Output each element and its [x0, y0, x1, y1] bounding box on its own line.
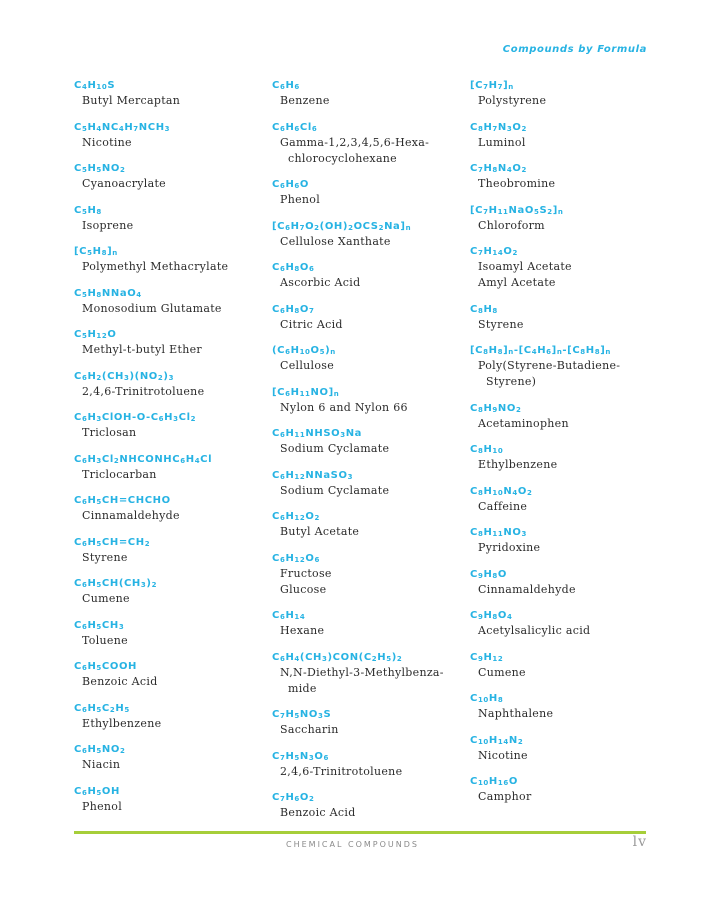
- compound-formula: $C_6H_3Cl_2NHCONHC_6H_4Cl$: [74, 453, 213, 465]
- page-number: lv: [632, 834, 647, 850]
- compound-entry: [470, 204, 660, 246]
- compound-entry: [272, 651, 462, 709]
- compound-formula: $C_6H_2(CH_3)(NO_2)_3$: [74, 370, 175, 382]
- compound-formula: $C_8H_{10}N_4O_2$: [470, 485, 533, 497]
- compound-name: Cinnamaldehyde: [82, 509, 180, 522]
- compound-name: Isoprene: [82, 218, 134, 232]
- compound-formula: $C_6H_{14}$: [272, 610, 306, 621]
- compound-entry: [74, 743, 264, 785]
- compound-name: mide: [288, 681, 317, 695]
- compound-formula: $C_6H_{12}NNaSO_3$: [272, 469, 354, 481]
- compound-entry: [74, 204, 264, 246]
- compound-name: Poly(Styrene-Butadiene-: [478, 359, 621, 372]
- compound-entry: [272, 427, 462, 469]
- compound-formula: $C_7H_8N_4O_2$: [470, 163, 527, 174]
- compound-name: Saccharin: [280, 723, 339, 736]
- compound-formula: $C_7H_{14}O_2$: [470, 246, 518, 257]
- compound-name: Hexane: [280, 624, 325, 637]
- compound-formula: $C_5H_8$: [74, 204, 102, 216]
- compound-entry: [470, 79, 660, 121]
- compound-name: Nicotine: [478, 748, 528, 762]
- compound-name: Cumene: [478, 665, 526, 679]
- compound-name: Triclocarban: [82, 467, 157, 481]
- compound-name: Toluene: [82, 633, 128, 647]
- compound-name: Theobromine: [478, 177, 556, 190]
- compound-entry: [272, 750, 462, 792]
- compound-formula: $C_5H_5NO_2$: [74, 163, 126, 174]
- compound-name: Methyl-t-butyl Ether: [82, 343, 202, 356]
- compound-formula: $C_6H_5NO_2$: [74, 744, 126, 755]
- compound-entry: [470, 402, 660, 444]
- compound-formula: $C_7H_5NO_3S$: [272, 709, 332, 720]
- compound-formula: $[C_7H_{11}NaO_5S_2]_n$: [470, 204, 564, 216]
- compound-name: Triclosan: [82, 426, 137, 439]
- compound-name: 2,4,6-Trinitrotoluene: [82, 384, 205, 398]
- compound-name: Amyl Acetate: [478, 276, 556, 289]
- compound-name: Citric Acid: [280, 317, 343, 331]
- compound-formula: $C_{10}H_{14}N_2$: [470, 734, 524, 746]
- compound-entry: [470, 121, 660, 163]
- compound-entry: [470, 485, 660, 527]
- compound-name: Niacin: [82, 758, 121, 771]
- compound-formula: $[C_6H_7O_2(OH)_2OCS_2Na]_n$: [272, 220, 412, 232]
- compound-formula: $C_6H_6O$: [272, 179, 310, 190]
- compound-entry: [74, 494, 264, 536]
- compound-entry: [74, 453, 264, 495]
- compound-name: 2,4,6-Trinitrotoluene: [280, 764, 403, 778]
- compound-formula: $C_6H_6Cl_6$: [272, 121, 318, 133]
- compound-formula: $[C_8H_8]_n-[C_4H_6]_n-[C_8H_8]_n$: [470, 345, 612, 356]
- compound-formula: $C_6H_4(CH_3)CON(C_2H_5)_2$: [272, 651, 403, 663]
- compound-formula: $C_6H_5CH_3$: [74, 619, 125, 631]
- compound-entry: [74, 660, 264, 702]
- compound-entry: [470, 344, 660, 402]
- compound-name: Pyridoxine: [478, 541, 541, 554]
- compound-entry: [272, 79, 462, 121]
- compound-entry: [74, 79, 264, 121]
- compound-name: Phenol: [82, 799, 123, 813]
- compound-entry: [74, 162, 264, 204]
- compound-name: Chloroform: [478, 218, 545, 232]
- compound-formula: $C_7H_6O_2$: [272, 792, 315, 803]
- compound-entry: [74, 245, 264, 287]
- compound-formula: $C_6H_5COOH$: [74, 661, 138, 672]
- compound-formula: $C_8H_{11}NO_3$: [470, 527, 527, 538]
- compound-formula: $C_8H_7N_3O_2$: [470, 121, 527, 133]
- compound-entry: [272, 469, 462, 511]
- compound-name: Naphthalene: [478, 707, 554, 720]
- compound-entry: [470, 568, 660, 610]
- compound-entry: [272, 344, 462, 386]
- compound-entry: [470, 526, 660, 568]
- compound-formula: $C_{10}H_{16}O$: [470, 776, 518, 787]
- compound-formula: $C_7H_5N_3O_6$: [272, 750, 329, 762]
- compound-name: Acetaminophen: [478, 416, 569, 430]
- compound-entry: [272, 552, 462, 610]
- running-header: Compounds by Formula: [502, 44, 647, 55]
- compound-formula: $C_6H_5OH$: [74, 785, 120, 797]
- compound-entry: [74, 619, 264, 661]
- footer-title: CHEMICAL COMPOUNDS: [286, 840, 419, 849]
- compound-name: N,N-Diethyl-3-Methylbenza-: [280, 665, 444, 679]
- compound-name: Cellulose Xanthate: [280, 234, 391, 248]
- compound-formula: $C_6H_6$: [272, 80, 300, 91]
- compound-entry: [272, 708, 462, 750]
- compound-name: Nylon 6 and Nylon 66: [280, 400, 408, 414]
- compound-formula: $C_8H_9NO_2$: [470, 402, 522, 414]
- compound-entry: [272, 303, 462, 345]
- compound-name: Styrene: [478, 317, 524, 331]
- compound-name: Butyl Acetate: [280, 525, 360, 538]
- compound-entry: [470, 162, 660, 204]
- compound-entry: [74, 577, 264, 619]
- compound-name: Ascorbic Acid: [280, 276, 361, 289]
- column-1: [74, 79, 264, 826]
- compound-entry: [74, 121, 264, 163]
- compound-entry: [470, 692, 660, 734]
- compound-name: Butyl Mercaptan: [82, 94, 181, 107]
- compound-formula: $C_6H_{12}O_2$: [272, 511, 320, 522]
- compound-name: Benzoic Acid: [82, 675, 158, 688]
- compound-formula: $C_6H_5C_2H_5$: [74, 702, 130, 714]
- compound-formula: $[C_6H_{11}NO]_n$: [272, 386, 340, 398]
- compound-name: Cinnamaldehyde: [478, 582, 576, 596]
- compound-name: Benzoic Acid: [280, 806, 356, 819]
- compound-formula: $C_5H_4NC_4H_7NCH_3$: [74, 121, 171, 133]
- compound-formula: $C_6H_{12}O_6$: [272, 552, 320, 564]
- compound-name: Phenol: [280, 193, 321, 206]
- compound-entry: [74, 328, 264, 370]
- compound-entry: [470, 775, 660, 817]
- compound-formula: $[C_5H_8]_n$: [74, 246, 118, 257]
- compound-formula: $C_6H_5CH=CH_2$: [74, 536, 151, 548]
- compound-name: Glucose: [280, 582, 327, 596]
- column-3: [470, 79, 660, 817]
- compound-formula: $C_6H_5CH=CHCHO$: [74, 495, 171, 506]
- compound-name: Cellulose: [280, 359, 335, 372]
- compound-name: Acetylsalicylic acid: [478, 624, 591, 637]
- compound-formula: $C_5H_8NNaO_4$: [74, 287, 142, 299]
- compound-entry: [74, 785, 264, 827]
- compound-name: Isoamyl Acetate: [478, 260, 572, 273]
- compound-formula: $C_{10}H_8$: [470, 693, 504, 704]
- compound-name: Ethylbenzene: [82, 716, 162, 730]
- compound-formula: $C_9H_8O$: [470, 568, 508, 580]
- compound-entry: [470, 443, 660, 485]
- compound-name: Caffeine: [478, 499, 528, 513]
- compound-formula: $C_6H_8O_6$: [272, 262, 315, 273]
- compound-formula: $(C_6H_{10}O_5)_n$: [272, 345, 336, 356]
- compound-name: Polystyrene: [478, 94, 547, 107]
- compound-entry: [272, 220, 462, 262]
- compound-formula: $C_6H_5CH(CH_3)_2$: [74, 578, 158, 589]
- compound-entry: [272, 261, 462, 303]
- compound-formula: $C_9H_8O_4$: [470, 610, 513, 621]
- compound-formula: $C_9H_{12}$: [470, 651, 504, 663]
- compound-entry: [272, 121, 462, 179]
- compound-formula: $C_8H_8$: [470, 303, 498, 315]
- compound-formula: $C_5H_{12}O$: [74, 329, 117, 340]
- compound-name: Gamma-1,2,3,4,5,6-Hexa-: [280, 135, 430, 149]
- compound-name: Ethylbenzene: [478, 458, 558, 471]
- compound-name: Cumene: [82, 592, 130, 605]
- compound-entry: [470, 734, 660, 776]
- compound-formula: $C_4H_{10}S$: [74, 80, 116, 91]
- compound-entry: [272, 386, 462, 428]
- compound-entry: [470, 609, 660, 651]
- compound-entry: [74, 287, 264, 329]
- compound-formula: $C_8H_{10}$: [470, 444, 504, 455]
- compound-formula: $C_6H_3ClOH-O-C_6H_3Cl_2$: [74, 412, 197, 423]
- column-2: [272, 79, 462, 833]
- compound-entry: [470, 651, 660, 693]
- compound-formula: $[C_7H_7]_n$: [470, 80, 514, 91]
- compound-entry: [272, 609, 462, 651]
- compound-entry: [272, 510, 462, 552]
- compound-entry: [272, 791, 462, 833]
- compound-formula: $C_6H_{11}NHSO_3Na$: [272, 428, 363, 439]
- compound-entry: [74, 702, 264, 744]
- compound-entry: [470, 245, 660, 303]
- compound-name: Camphor: [478, 790, 532, 803]
- compound-entry: [74, 411, 264, 453]
- compound-entry: [470, 303, 660, 345]
- compound-name: Benzene: [280, 94, 330, 107]
- compound-formula: $C_6H_8O_7$: [272, 303, 315, 315]
- compound-entry: [74, 370, 264, 412]
- compound-name: Fructose: [280, 566, 332, 580]
- compound-name: Styrene: [82, 550, 128, 564]
- compound-name: Polymethyl Methacrylate: [82, 260, 229, 273]
- compound-name: Styrene): [486, 375, 537, 388]
- compound-name: Luminol: [478, 135, 526, 149]
- compound-name: Nicotine: [82, 135, 132, 149]
- compound-name: Sodium Cyclamate: [280, 442, 390, 455]
- compound-name: Cyanoacrylate: [82, 177, 166, 190]
- compound-entry: [272, 178, 462, 220]
- compound-entry: [74, 536, 264, 578]
- compound-name: Sodium Cyclamate: [280, 483, 390, 497]
- compound-name: chlorocyclohexane: [288, 151, 397, 165]
- footer-rule: [74, 831, 646, 834]
- compound-name: Monosodium Glutamate: [82, 301, 222, 315]
